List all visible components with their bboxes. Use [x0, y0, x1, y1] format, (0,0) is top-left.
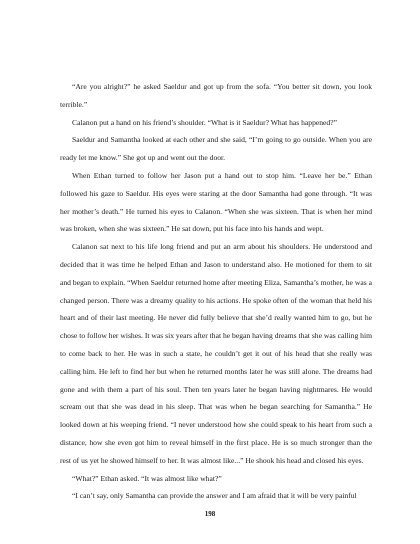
paragraph: Calanon sat next to his life long friend and put an arm about his shoulders. He understood and decided that it was time he helped Ethan and Jason to understand also. He motioned for them to sit and began to explain. “When Saeldur returned home after meeting Eliza, Samantha’s mother, he was a changed person. There was a dreamy quality to his actions. He spoke often of the woman that held his heart and of their last meeting. He never did fully believe that she’d really wanted him to go, but he chose to follow her wishes. It was six years after that he began having dreams that she was calling him to come back to her. He was in such a state, he couldn’t get it out of his head that she really was calling him. He left to find her but when he returned months later he was still alone. The dreams had gone and with them a part of his soul. Then ten years later he began having nightmares. He would scream out that she was dead in his sleep. That was when he began searching for Samantha.” He looked down at his weeping friend. “I never understood how she could speak to his heart from such a distance, how she even got him to reveal himself in the first place. He is so much stronger than the rest of us yet he showed himself to her. It was almost like...” He shook his head and closed his eyes. [60, 242, 372, 465]
body-text [60, 78, 372, 505]
paragraph: Saeldur and Samantha looked at each other and she said, “I’m going to go outside. When you are ready let me know.” She got up and went out the door. [60, 135, 372, 163]
paragraph: “I can’t say, only Samantha can provide the answer and I am afraid that it will be very painful [72, 491, 357, 501]
paragraph: “Are you alright?” he asked Saeldur and got up from the sofa. “You better sit down, you look terrible.” [60, 82, 372, 109]
paragraph: “What?” Ethan asked. “It was almost like what?” [72, 473, 222, 483]
paragraph: Calanon put a hand on his friend’s shoulder. “What is it Saeldur? What has happened?” [72, 117, 337, 127]
page-number: 198 [204, 510, 216, 518]
paragraph: When Ethan turned to follow her Jason put a hand out to stop him. “Leave her be.” Ethan followed his gaze to Saeldur. His eyes were staring at the door Samantha had gone through. “It was her mother’s death.” He turned his eyes to Calanon. “When she was sixteen. That is when her mind was broken, when she was sixteen.” He sat down, put his face into his hands and wept. [60, 170, 372, 234]
